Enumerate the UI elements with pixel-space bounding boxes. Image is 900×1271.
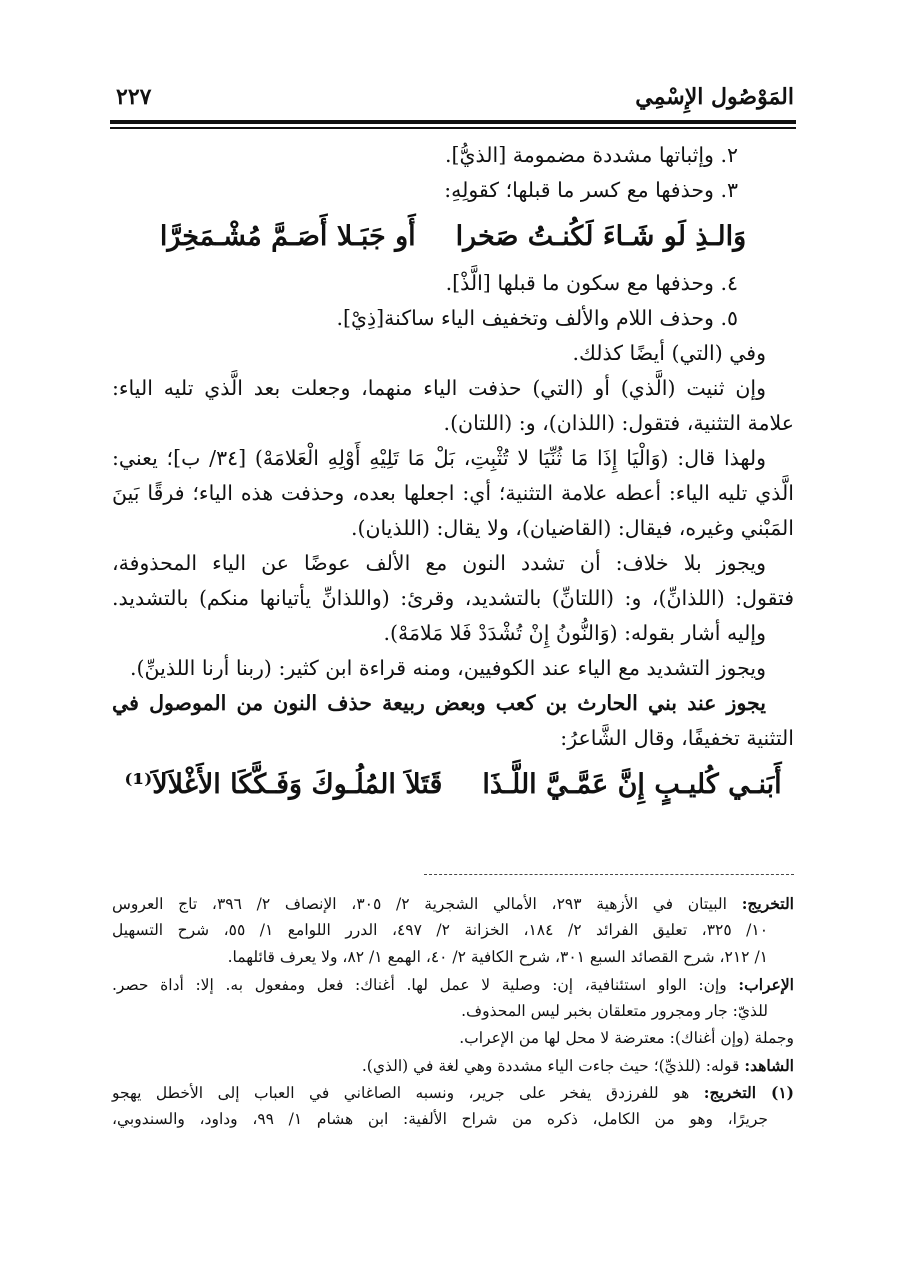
verse-1-second-hemistich: أَو جَبَـلا أَصَـمَّ مُشْـمَخِرَّا — [159, 221, 416, 252]
paragraph-4-line-1: ويجوز بلا خلاف: أن تشدد النون مع الألف عوضًا عن الياء المحذوفة، — [112, 551, 766, 575]
footnote-irab-line-2: للذيّ: جار ومجرور متعلقان بخبر ليس المحذوف. — [461, 1002, 768, 1020]
footnote-irab-line-3: وجملة (وإن أغناك): معترضة لا محل لها من الإعراب. — [459, 1029, 794, 1047]
verse-1 — [112, 208, 794, 266]
paragraph-2-line-1: وإن ثنيت (الَّذي) أو (التي) حذفت الياء منهما، وجعلت بعد الَّذي تليه الياء: — [112, 376, 766, 400]
footnotes — [112, 890, 794, 1133]
paragraph-7-line-1: يجوز عند بني الحارث بن كعب وبعض ربيعة حذف النون من الموصول في — [112, 691, 766, 715]
footnote-text: وإن: الواو استئنافية، إن: وصلية لا عمل لها. أغناك: فعل ومفعول به. إلا: أداة حصر. — [112, 976, 739, 994]
paragraph-3-line-3: المَبْني وغيره، فيقال: (القاضيان)، ولا يقال: (اللذيان). — [350, 516, 794, 540]
footnote-label-takhrij: التخريج: — [741, 894, 794, 913]
list-item-2: ٢. وإثباتها مشددة مضمومة [الذيُّ]. — [444, 143, 738, 167]
paragraph-4-line-2: فتقول: (اللذانِّ)، و: (اللتانِّ) بالتشديد، وقرئ: (واللذانِّ يأتيانها منكم) بالتشديد. — [112, 586, 794, 610]
footnote-takhrij-line-3: ١/ ٢١٢، شرح القصائد السبع ٣٠١، شرح الكافية ٢/ ٤٠، الهمع ١/ ٨٢، ولا يعرف قائلهما. — [227, 948, 768, 966]
page-number: ٢٢٧ — [116, 84, 152, 110]
footnote-separator — [424, 874, 794, 875]
footnote-text: قوله: (للذيِّ)؛ حيث جاءت الياء مشددة وهي لغة في (الذي). — [361, 1057, 745, 1075]
footnote-text: هو للفرزدق يفخر على جرير، ونسبه الصاغاني في العباب إلى الأخطل يهجو — [112, 1084, 704, 1102]
list-item-5: ٥. وحذف اللام والألف وتخفيف الياء ساكنة[ذِيْ]. — [336, 306, 738, 330]
paragraph-2-line-2: علامة التثنية، فتقول: (اللذان)، و: (اللتان). — [443, 411, 794, 435]
footnote-takhrij-line-2: ١٠/ ٣٢٥، تعليق الفرائد ٢/ ١٨٤، الخزانة ٢/ ٤٩٧، الدرر اللوامع ١/ ٥٥، شرح التسهيل — [112, 921, 769, 939]
footnote-label-shahid: الشاهد: — [744, 1056, 794, 1075]
footnote-irab-line-1 — [112, 971, 794, 998]
main-text — [112, 138, 794, 814]
verse-1-first-hemistich: وَالـذِ لَو شَـاءَ لَكُنـتُ صَخرا — [455, 221, 747, 252]
header-rule-thin — [110, 127, 796, 129]
footnote-takhrij-line-1 — [112, 890, 794, 917]
footnote-1-line-1 — [112, 1079, 794, 1106]
footnote-1-line-2: جريرًا، وهو من الكامل، ذكره من شراح الألفية: ابن هشام ١/ ٩٩، وداود، والسندوبي، — [112, 1110, 768, 1128]
paragraph-1: وفي (التي) أيضًا كذلك. — [572, 341, 766, 365]
list-item-3: ٣. وحذفها مع كسر ما قبلها؛ كقولِهِ: — [444, 178, 738, 202]
verse-2 — [112, 756, 794, 814]
page-header — [112, 84, 794, 116]
header-rule-thick — [110, 120, 796, 124]
list-item-4: ٤. وحذفها مع سكون ما قبلها [الَّذْ]. — [445, 271, 738, 295]
paragraph-6: ويجوز التشديد مع الياء عند الكوفيين، ومنه قراءة ابن كثير: (ربنا أرنا اللذينِّ). — [130, 656, 766, 680]
verse-2-second-hemistich: قَتَلاَ المُلُـوكَ وَفَـكَّكَا الأَغْلاَلاَ⁽¹⁾ — [124, 769, 443, 800]
footnote-label-1: (١) التخريج: — [703, 1083, 794, 1102]
footnote-label-irab: الإعراب: — [738, 975, 794, 994]
running-head: المَوْصُول الإِسْمِي — [635, 84, 794, 110]
paragraph-5: وإليه أشار بقوله: (وَالنُّونُ إِنْ تُشْدَدْ فَلا مَلامَهْ). — [383, 621, 766, 645]
footnote-shahid — [112, 1052, 794, 1079]
paragraph-3-line-1: ولهذا قال: (وَالْيَا إِذَا مَا ثُنِّيَا لا تُثْبِتِ، بَلْ مَا تَلِيْهِ أَوْلِهِ الْعَلامَهْ) [٣٤/ ب]؛ يعني: — [112, 446, 766, 470]
footnote-text: البيتان في الأزهية ٢٩٣، الأمالي الشجرية ٢/ ٣٠٥، الإنصاف ٢/ ٣٩٦، تاج العروس — [112, 895, 742, 913]
verse-2-first-hemistich: أَبَنـي كُليـبٍ إِنَّ عَمَّـيَّ اللَّـذَا — [482, 769, 782, 800]
paragraph-3-line-2: الَّذي تليه الياء: أعطه علامة التثنية؛ أي: اجعلها بعده، وحذفت هذه الياء؛ فرقًا بَينَ — [112, 481, 794, 505]
paragraph-7-line-2: التثنية تخفيفًا، وقال الشَّاعرُ: — [560, 726, 794, 750]
